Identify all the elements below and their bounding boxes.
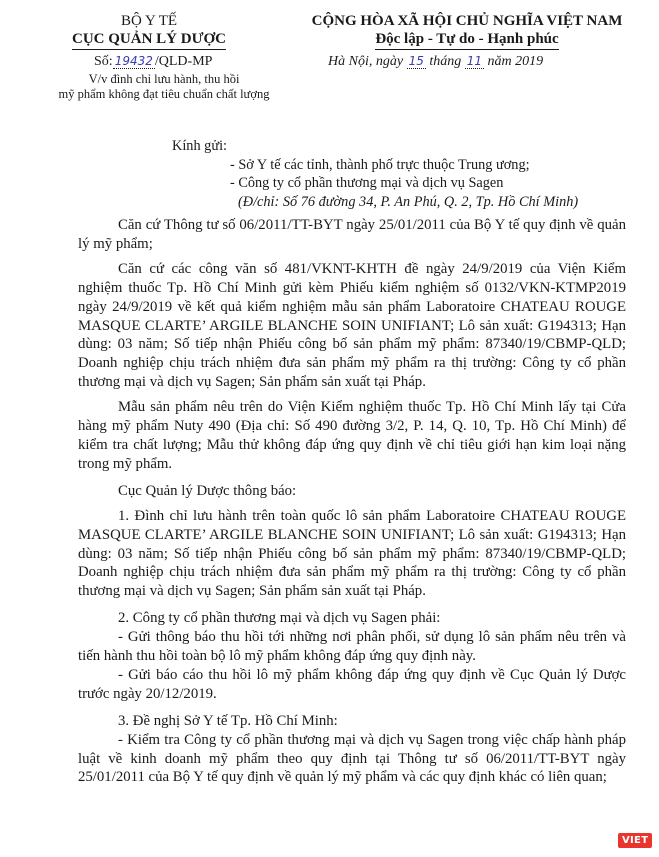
recipient-item: - Công ty cổ phần thương mại và dịch vụ Sagen bbox=[230, 175, 504, 191]
subject-line-1: V/v đình chỉ lưu hành, thu hồi bbox=[88, 72, 240, 86]
paragraph-item-3a: - Kiểm tra Công ty cổ phần thương mại và dịch vụ Sagen trong việc chấp hành pháp luật về kinh doanh mỹ phẩm theo quy định tại Thông tư số 06/2011/TT-BYT ngày 25/01/2011 của Bộ Y tế quy định về quản lý mỹ phẩm và các quy định khác có liên quan; bbox=[78, 731, 626, 786]
subject-line bbox=[34, 72, 294, 102]
doc-number-prefix: Số: bbox=[94, 54, 113, 69]
ministry-name: BỘ Y TẾ bbox=[120, 13, 178, 29]
paragraph-item-2: 2. Công ty cổ phần thương mại và dịch vụ Sagen phải: bbox=[118, 610, 441, 627]
date-month: 11 bbox=[466, 54, 483, 68]
date-year: năm 2019 bbox=[487, 54, 544, 69]
recipients-block bbox=[172, 137, 578, 211]
recipient-item: - Sở Y tế các tỉnh, thành phố trực thuộc Trung ương; bbox=[230, 156, 530, 173]
paragraph-item-3: 3. Đề nghị Sở Y tế Tp. Hồ Chí Minh: bbox=[118, 712, 338, 729]
paragraph-item-2b: - Gửi báo cáo thu hồi lô mỹ phẩm không đáp ứng quy định về Cục Quản lý Dược trước ngày 20/12/2019. bbox=[78, 666, 626, 702]
subject-line-2: mỹ phẩm không đạt tiêu chuẩn chất lượng bbox=[58, 87, 270, 101]
paragraph-legal-basis: Căn cứ Thông tư số 06/2011/TT-BYT ngày 25/01/2011 của Bộ Y tế quy định về quản lý mỹ phẩm; bbox=[78, 217, 626, 252]
doc-number-handwritten: 19432 bbox=[114, 54, 153, 68]
paragraph-announcement: Cục Quản lý Dược thông báo: bbox=[118, 482, 297, 499]
paragraph-test-results: Căn cứ các công văn số 481/VKNT-KHTH đề ngày 24/9/2019 của Viện Kiểm nghiệm thuốc Tp. Hồ Chí Minh gửi kèm Phiếu kiểm nghiệm số 0132/VKN-KTMP2019 ngày 24/9/2019 về kết quả kiểm nghiệm mẫu sản phẩm Laboratoire CHATEAU ROUGE MASQUE CLARTE’ ARGILE BLANCHE SOIN UNIFIANT; Lô sản xuất: G194313; Hạn dùng: 03 năm; Số tiếp nhận Phiếu công bố sản phẩm mỹ phẩm: 87340/19/CBMP-QLD; Doanh nghiệp chịu trách nhiệm đưa sản phẩm mỹ phẩm ra thị trường: Công ty cổ phần thương mại và dịch vụ Sagen; Sản phẩm sản xuất tại Pháp. bbox=[78, 260, 626, 391]
issuer-header bbox=[34, 12, 264, 50]
department-name: CỤC QUẢN LÝ DƯỢC bbox=[72, 30, 226, 50]
document-number bbox=[94, 54, 212, 70]
national-motto: Độc lập - Tự do - Hạnh phúc bbox=[375, 30, 558, 50]
date-prefix: Hà Nội, ngày bbox=[328, 54, 404, 69]
date-line bbox=[328, 54, 543, 70]
date-month-label: tháng bbox=[429, 54, 462, 69]
document-body bbox=[78, 216, 626, 787]
date-day: 15 bbox=[408, 54, 424, 68]
paragraph-sample-origin: Mẫu sản phẩm nêu trên do Viện Kiểm nghiệm thuốc Tp. Hồ Chí Minh lấy tại Cửa hàng mỹ phẩm Nuty 490 (Địa chỉ: Số 490 đường 3/2, P. 14, Q. 10, Tp. Hồ Chí Minh) để kiểm tra chất lượng; Mẫu thử không đáp ứng quy định về chỉ tiêu giới hạn kim loại nặng trong mỹ phẩm. bbox=[78, 399, 626, 472]
recipient-address: (Đ/chỉ: Số 76 đường 34, P. An Phú, Q. 2, Tp. Hồ Chí Minh) bbox=[238, 193, 579, 210]
doc-number-suffix: /QLD-MP bbox=[154, 54, 213, 69]
country-name: CỘNG HÒA XÃ HỘI CHỦ NGHĨA VIỆT NAM bbox=[311, 13, 623, 29]
paragraph-item-2a: - Gửi thông báo thu hồi tới những nơi phân phối, sử dụng lô sản phẩm nêu trên và tiến hành thu hồi toàn bộ lô mỹ phẩm không đáp ứng quy định này. bbox=[78, 629, 626, 665]
paragraph-item-1: 1. Đình chỉ lưu hành trên toàn quốc lô sản phẩm Laboratoire CHATEAU ROUGE MASQUE CLARTE’ ARGILE BLANCHE SOIN UNIFIANT; Lô sản xuất: G194313; Hạn dùng: 03 năm; Số tiếp nhận Phiếu công bố sản phẩm mỹ phẩm: 87340/19/CBMP-QLD; Doanh nghiệp chịu trách nhiệm đưa sản phẩm mỹ phẩm ra thị trường: Công ty cổ phần thương mại và dịch vụ Sagen; Sản phẩm sản xuất tại Pháp. bbox=[78, 507, 626, 600]
watermark-badge: VIET bbox=[618, 833, 652, 848]
greeting: Kính gửi: bbox=[172, 138, 228, 154]
national-header bbox=[282, 12, 652, 50]
